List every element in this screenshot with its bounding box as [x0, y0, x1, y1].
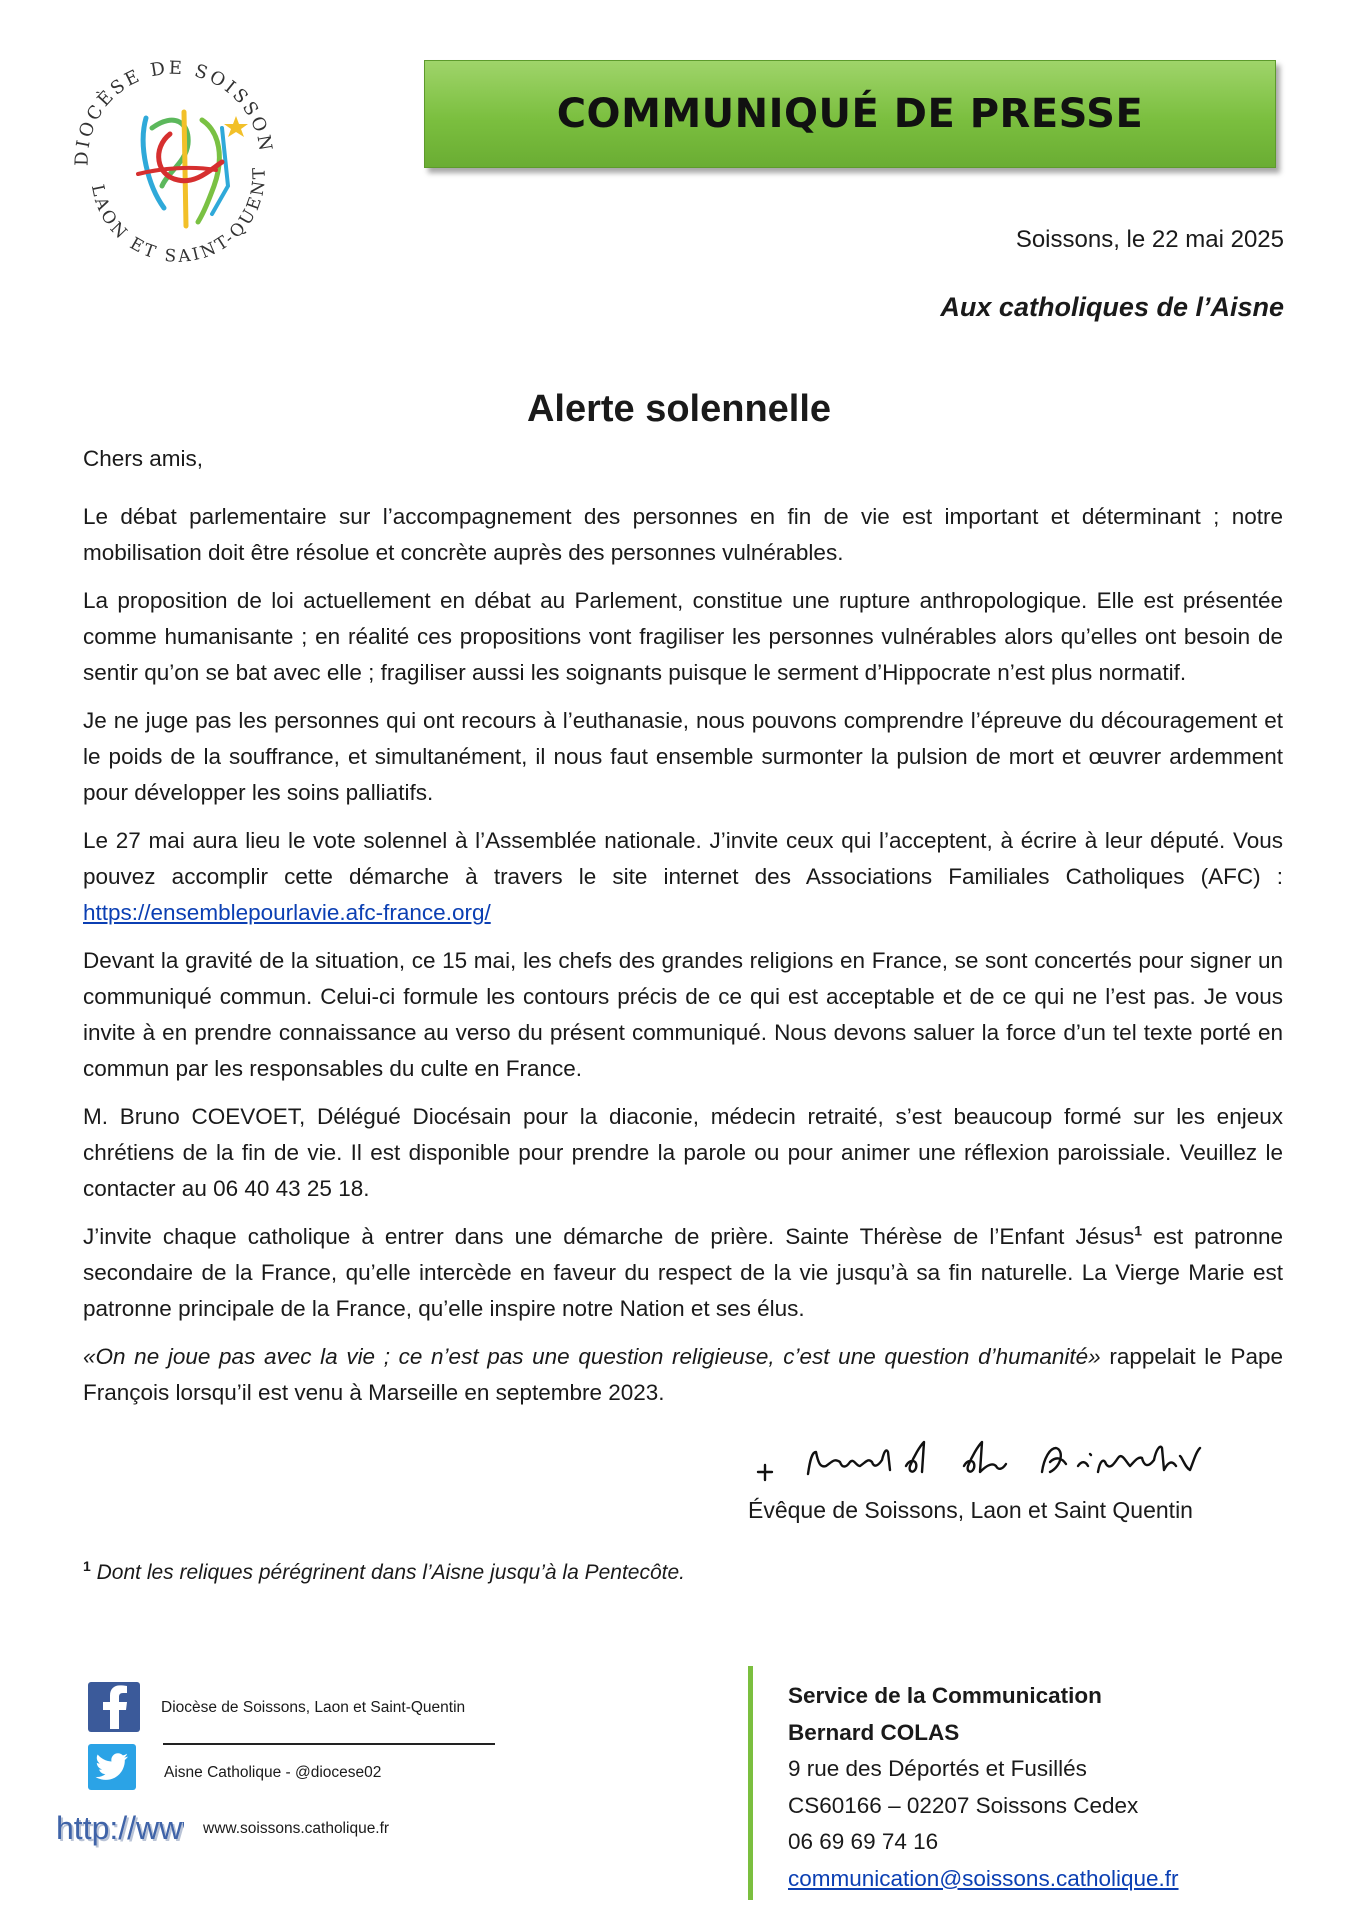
- paragraph-4-text: Le 27 mai aura lieu le vote solennel à l’Assemblée nationale. J’invite ceux qui l’acceptent, à écrire à leur député. Vous pouvez accomplir cette démarche à travers le site internet des Associations Familiales Catholiques (AFC) :: [83, 828, 1283, 889]
- logo-text-top: DIOCÈSE DE SOISSON: [71, 57, 277, 167]
- dateline: Soissons, le 22 mai 2025: [1015, 226, 1284, 253]
- contact-block: [788, 1678, 1179, 1897]
- handwritten-signature: [750, 1422, 1210, 1490]
- footer-divider: [163, 1743, 495, 1745]
- paragraph-1: Le débat parlementaire sur l’accompagnement des personnes en fin de vie est important et déterminant ; notre mobilisation doit être résolue et concrète auprès des personnes vulnérables.: [83, 504, 1283, 565]
- contact-name: Bernard COLAS: [788, 1719, 960, 1745]
- contact-address-line-1: 9 rue des Déportés et Fusillés: [788, 1756, 1087, 1781]
- paragraph-5: Devant la gravité de la situation, ce 15 mai, les chefs des grandes religions en France, se sont concertés pour signer un communiqué commun. Celui-ci formule les contours précis de ce qui est acceptable et de ce qui ne l’est pas. Je vous invite à en prendre connaissance au verso du présent communiqué. Nous devons saluer la force d’un tel texte porté en commun par les responsables du culte en France.: [83, 948, 1283, 1081]
- paragraph-8-text: rappelait le Pape François lorsqu’il est venu à Marseille en septembre 2023.: [83, 1344, 1283, 1405]
- contact-service: Service de la Communication: [788, 1683, 1102, 1708]
- website-url[interactable]: www.soissons.catholique.fr: [203, 1820, 390, 1837]
- banner-title: COMMUNIQUÉ DE PRESSE: [556, 91, 1144, 137]
- facebook-icon[interactable]: [88, 1682, 140, 1732]
- addressee: Aux catholiques de l’Aisne: [940, 292, 1284, 322]
- paragraph-2: La proposition de loi actuellement en débat au Parlement, constitue une rupture anthropologique. Elle est présentée comme humanisante ; en réalité ces propositions vont fragiliser les personnes vulnérables alors qu’elles ont besoin de sentir qu’on se bat avec elle ; fragiliser aussi les soignants puisque le serment d’Hippocrate n’est plus normatif.: [83, 588, 1283, 685]
- diocese-logo-icon: [52, 36, 292, 276]
- contact-email-link[interactable]: communication@soissons.catholique.fr: [788, 1865, 1179, 1891]
- footnote: [83, 1558, 685, 1585]
- footer-vertical-rule: [748, 1666, 753, 1900]
- salutation: Chers amis,: [83, 446, 204, 471]
- paragraph-7: [83, 1219, 1283, 1327]
- press-release-banner: [424, 60, 1276, 168]
- web-icon-shadow: http://ww: [58, 1812, 184, 1848]
- letter-body: [83, 441, 1283, 1423]
- paragraph-7-text: J’invite chaque catholique à entrer dans une démarche de prière. Sainte Thérèse de l’Enfant Jésus: [83, 1224, 1135, 1249]
- pope-quote: «On ne joue pas avec la vie ; ce n’est pas une question religieuse, c’est une question d’humanité»: [83, 1344, 1101, 1369]
- paragraph-8: [83, 1339, 1283, 1411]
- svg-text:DIOCÈSE DE SOISSONS: [52, 36, 276, 166]
- twitter-icon[interactable]: [88, 1744, 136, 1790]
- paragraph-6: M. Bruno COEVOET, Délégué Diocésain pour la diaconie, médecin retraité, s’est beaucoup formé sur les enjeux chrétiens de la fin de vie. Il est disponible pour prendre la parole ou pour animer une réflexion paroissiale. Veuillez le contacter au 06 40 43 25 18.: [83, 1104, 1283, 1201]
- footnote-ref: 1: [1134, 1222, 1143, 1239]
- contact-address-line-2: CS60166 – 02207 Soissons Cedex: [788, 1792, 1139, 1818]
- footnote-marker: 1: [83, 1558, 91, 1574]
- contact-phone: 06 69 69 74 16: [788, 1829, 939, 1854]
- web-icon-label: http://ww: [56, 1810, 183, 1846]
- twitter-handle[interactable]: Aisne Catholique - @diocese02: [164, 1764, 382, 1781]
- web-icon[interactable]: [52, 1806, 184, 1852]
- logo-text-bottom: LAON ET SAINT-QUENT: [86, 164, 271, 268]
- paragraph-7-text-end: est patronne secondaire de la France, qu’elle intercède en faveur du respect de la vie jusqu’à sa fin naturelle. La Vierge Marie est patronne principale de la France, qu’elle inspire notre Nation et ses élus.: [83, 1224, 1284, 1321]
- facebook-page-name[interactable]: Diocèse de Soissons, Laon et Saint-Quentin: [161, 1699, 466, 1716]
- paragraph-4: [83, 823, 1283, 931]
- afc-link[interactable]: https://ensemblepourlavie.afc-france.org/: [83, 900, 491, 925]
- footnote-text: Dont les reliques pérégrinent dans l’Aisne jusqu’à la Pentecôte.: [90, 1561, 685, 1584]
- signer-title: Évêque de Soissons, Laon et Saint Quentin: [748, 1497, 1193, 1523]
- document-title: Alerte solennelle: [526, 388, 832, 430]
- paragraph-3: Je ne juge pas les personnes qui ont recours à l’euthanasie, nous pouvons comprendre l’épreuve du découragement et le poids de la souffrance, et simultanément, il nous faut ensemble surmonter la pulsion de mort et œuvrer ardemment pour développer les soins palliatifs.: [83, 708, 1283, 805]
